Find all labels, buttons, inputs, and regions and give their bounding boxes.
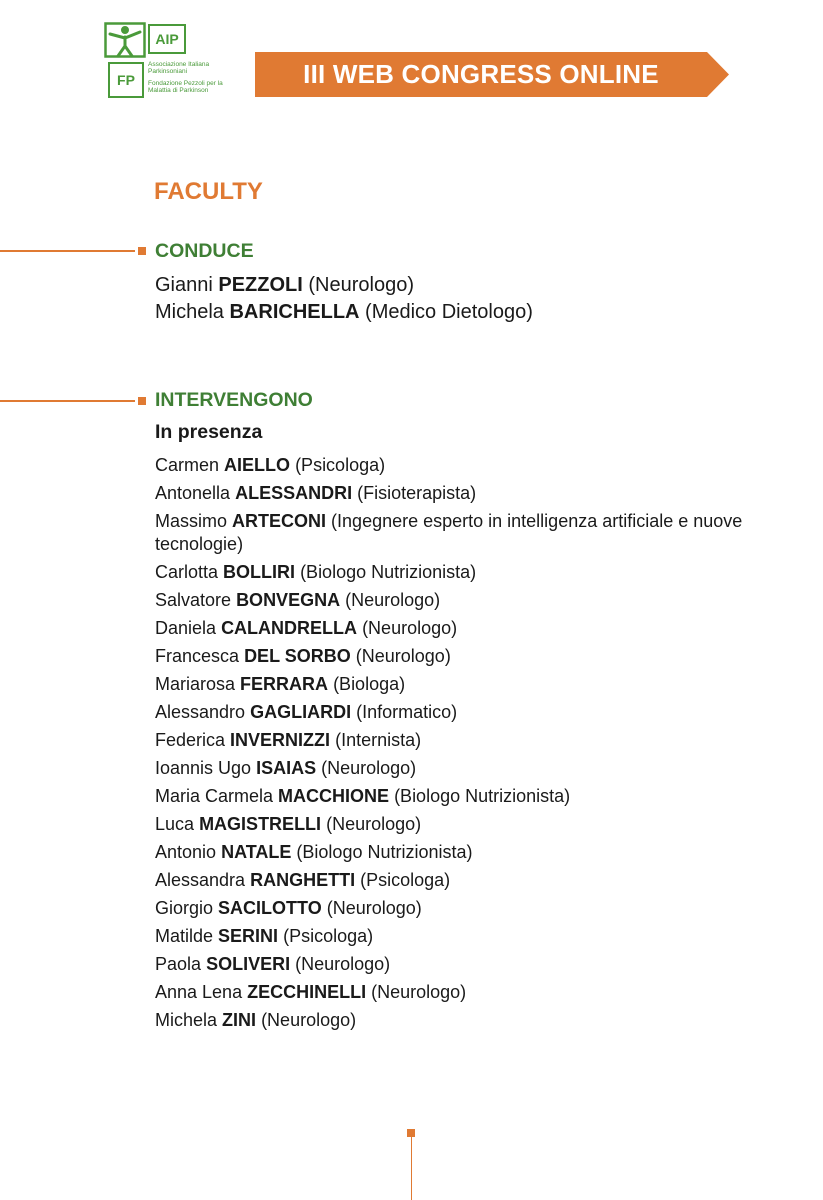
last-name: ZECCHINELLI [247,982,367,1002]
first-name: Alessandra [155,870,246,890]
intervengono-list [155,451,755,1034]
list-item [155,272,533,299]
conduce-divider-line [0,250,135,252]
conduce-divider-marker [138,247,146,255]
list-item [155,642,755,670]
role: (Psicologa) [360,870,451,890]
list-item [155,586,755,614]
last-name: SACILOTTO [218,898,322,918]
list-item [155,614,755,642]
role: (Internista) [335,730,422,750]
role: (Fisioterapista) [357,483,477,503]
role: (Psicologa) [283,926,374,946]
role: (Neurologo) [371,982,467,1002]
first-name: Federica [155,730,226,750]
last-name: AIELLO [224,455,291,475]
first-name: Maria Carmela [155,786,274,806]
list-item [155,510,755,556]
fp-logo-name: Fondazione Pezzoli per la Malattia di Parkinson [148,80,223,94]
first-name: Gianni [155,274,213,296]
list-item [155,479,755,507]
first-name: Daniela [155,618,217,638]
role: (Neurologo) [355,646,451,666]
first-name: Mariarosa [155,674,236,694]
first-name: Matilde [155,926,214,946]
first-name: Luca [155,814,195,834]
role: (Neurologo) [261,1010,357,1030]
banner-title: III WEB CONGRESS ONLINE [303,59,659,89]
last-name: INVERNIZZI [230,730,331,750]
first-name: Salvatore [155,590,232,610]
in-presenza-subheading: In presenza [155,421,263,443]
list-item [155,838,755,866]
list-item [155,978,755,1006]
role: (Medico Dietologo) [365,301,533,323]
first-name: Michela [155,301,224,323]
person-icon [104,22,146,58]
role: (Biologa) [333,674,406,694]
intervengono-divider-marker [138,397,146,405]
list-item [155,754,755,782]
first-name: Antonio [155,842,217,862]
last-name: NATALE [221,842,292,862]
list-item [155,451,755,479]
first-name: Antonella [155,483,231,503]
last-name: CALANDRELLA [221,618,358,638]
role: (Neurologo) [326,814,422,834]
last-name: ARTECONI [232,511,327,531]
list-item [155,810,755,838]
first-name: Paola [155,954,202,974]
role: (Neurologo) [321,758,417,778]
list-item [155,726,755,754]
first-name: Francesca [155,646,240,666]
role: (Neurologo) [308,274,414,296]
role: (Neurologo) [326,898,422,918]
list-item [155,299,533,326]
first-name: Anna Lena [155,982,243,1002]
last-name: PEZZOLI [218,274,303,296]
last-name: SOLIVERI [206,954,291,974]
first-name: Carmen [155,455,220,475]
last-name: SERINI [218,926,279,946]
list-item [155,782,755,810]
last-name: MAGISTRELLI [199,814,322,834]
last-name: RANGHETTI [250,870,356,890]
aip-logo-name: Associazione Italiana Parkinsoniani [148,61,210,75]
first-name: Ioannis Ugo [155,758,252,778]
conduce-list [155,272,533,326]
role: (Neurologo) [345,590,441,610]
list-item [155,558,755,586]
page-title: FACULTY [154,178,263,205]
list-item [155,670,755,698]
first-name: Carlotta [155,562,219,582]
logo [104,22,244,100]
first-name: Michela [155,1010,218,1030]
list-item [155,698,755,726]
role: (Neurologo) [362,618,458,638]
role: (Psicologa) [295,455,386,475]
role: (Ingegnere esperto in intelligenza artificiale e nuove tecnologie) [155,511,743,554]
last-name: MACCHIONE [278,786,390,806]
intervengono-heading: INTERVENGONO [155,389,313,411]
last-name: ISAIAS [256,758,317,778]
intervengono-divider-line [0,400,135,402]
list-item [155,894,755,922]
role: (Biologo Nutrizionista) [300,562,477,582]
list-item [155,950,755,978]
first-name: Massimo [155,511,228,531]
role: (Biologo Nutrizionista) [296,842,473,862]
last-name: FERRARA [240,674,329,694]
last-name: BOLLIRI [223,562,296,582]
list-item [155,866,755,894]
last-name: BONVEGNA [236,590,341,610]
last-name: DEL SORBO [244,646,351,666]
role: (Neurologo) [295,954,391,974]
fp-logo-mark: FP [108,62,144,98]
list-item [155,1006,755,1034]
footer-marker [407,1129,415,1137]
header-banner [255,52,729,97]
role: (Informatico) [356,702,458,722]
aip-logo-mark: AIP [148,24,186,54]
last-name: ZINI [222,1010,257,1030]
last-name: GAGLIARDI [250,702,352,722]
conduce-heading: CONDUCE [155,240,254,262]
first-name: Giorgio [155,898,214,918]
footer-line [411,1137,413,1200]
role: (Biologo Nutrizionista) [394,786,571,806]
last-name: BARICHELLA [229,301,360,323]
list-item [155,922,755,950]
first-name: Alessandro [155,702,246,722]
last-name: ALESSANDRI [235,483,353,503]
